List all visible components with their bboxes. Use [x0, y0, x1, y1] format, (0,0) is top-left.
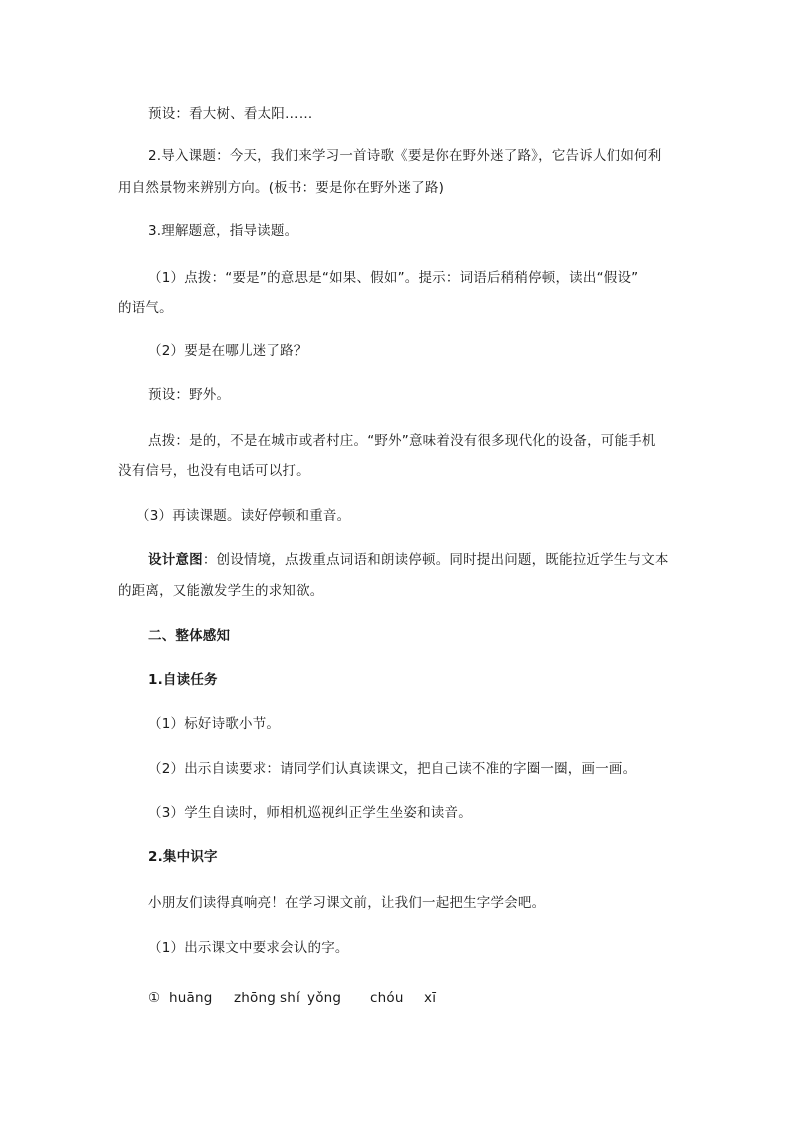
- question-where-lost: （2）要是在哪儿迷了路？: [148, 343, 308, 359]
- subheading-character-learning: 2.集中识字: [148, 849, 218, 865]
- guidance-yaoshi-line1: （1）点拨：“要是”的意思是“如果、假如”。提示：词语后稍稍停顿，读出“假设”: [148, 270, 639, 286]
- lesson-intro-line2: 用自然景物来辨别方向。(板书：要是你在野外迷了路): [118, 180, 445, 196]
- lesson-intro-line1: 2.导入课题：今天，我们来学习一首诗歌《要是你在野外迷了路》，它告诉人们如何利: [148, 148, 662, 164]
- preset-answer-wild: 预设：野外。: [148, 387, 231, 403]
- design-intent-line1: [148, 550, 669, 570]
- pinyin-item: shí: [280, 990, 300, 1006]
- design-intent-line2: 的距离，又能激发学生的求知欲。: [118, 583, 324, 599]
- step-understand-title: 3.理解题意，指导读题。: [148, 223, 299, 239]
- reread-title: （3）再读课题。读好停顿和重音。: [136, 508, 351, 524]
- design-intent-label: 设计意图: [148, 552, 203, 568]
- praise-intro: 小朋友们读得真响亮！在学习课文前，让我们一起把生字学会吧。: [148, 895, 546, 911]
- pinyin-item: xī: [424, 990, 437, 1006]
- preset-answer-trees-sun: 预设：看大树、看太阳……: [148, 106, 313, 122]
- guidance-wild-line2: 没有信号，也没有电话可以打。: [118, 463, 310, 479]
- subheading-self-reading: 1.自读任务: [148, 672, 218, 688]
- task-reading-requirements: （2）出示自读要求：请同学们认真读课文，把自己读不准的字圈一圈，画一画。: [148, 761, 637, 777]
- show-required-characters: （1）出示课文中要求会认的字。: [148, 940, 349, 956]
- pinyin-item: zhōng: [234, 990, 277, 1006]
- task-mark-stanzas: （1）标好诗歌小节。: [148, 716, 281, 732]
- guidance-wild-line1: 点拨：是的，不是在城市或者村庄。“野外”意味着没有很多现代化的设备，可能手机: [148, 433, 656, 449]
- pinyin-item: yǒng: [307, 990, 342, 1006]
- task-teacher-patrol: （3）学生自读时，师相机巡视纠正学生坐姿和读音。: [148, 805, 472, 821]
- design-intent-text: ：创设情境，点拨重点词语和朗读停顿。同时提出问题，既能拉近学生与文本: [202, 552, 669, 568]
- section-heading-overall: 二、整体感知: [148, 628, 231, 644]
- guidance-yaoshi-line2: 的语气。: [118, 300, 173, 316]
- pinyin-item: huāng: [169, 990, 213, 1006]
- pinyin-item: chóu: [370, 990, 404, 1006]
- circled-number-one: ①: [148, 990, 161, 1006]
